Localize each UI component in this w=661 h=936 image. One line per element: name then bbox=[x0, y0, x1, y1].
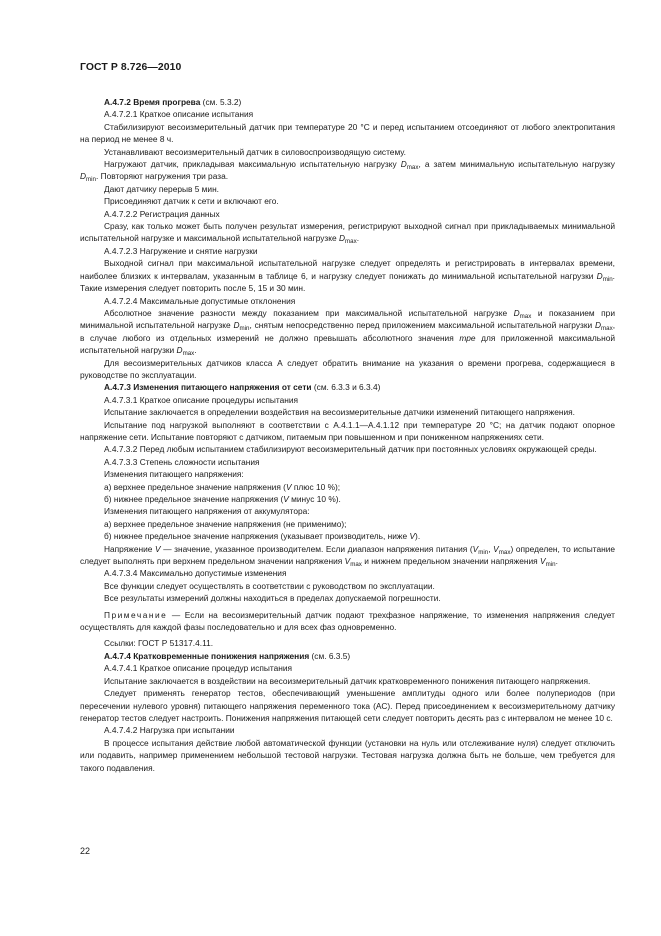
note: Примечание — Если на весоизмерительный датчик подают трехфазное напряжение, то изменения напряжения следует осуществлять для каждой фазы последовательно и для всех фаз одновременно. bbox=[80, 609, 615, 633]
section-title: А.4.7.4 Кратковременные понижения напряжения bbox=[104, 650, 310, 661]
references: Ссылки: ГОСТ Р 51317.4.11. bbox=[104, 638, 214, 649]
subsection-heading: А.4.7.3.4 Максимально допустимые изменения bbox=[104, 568, 287, 579]
subsection-heading: А.4.7.4.2 Нагрузка при испытании bbox=[104, 725, 235, 736]
section-ref: (см. 5.3.2) bbox=[200, 97, 242, 107]
paragraph: Присоединяют датчик к сети и включают его. bbox=[104, 196, 279, 207]
section-heading bbox=[80, 381, 615, 393]
subsection-heading: А.4.7.2.3 Нагружение и снятие нагрузки bbox=[104, 245, 258, 256]
paragraph: Сразу, как только может быть получен результат измерения, регистрируют выходной сигнал при прикладываемых минимальной испытательной нагрузке и максимальной испытательной нагрузке $D_{max}$. bbox=[80, 221, 615, 246]
section-title: А.4.7.2 Время прогрева bbox=[104, 97, 201, 107]
paragraph: Устанавливают весоизмерительный датчик в силовоспроизводящую систему. bbox=[104, 146, 406, 157]
paragraph: Следует применять генератор тестов, обеспечивающий уменьшение амплитуды одного или более полупериодов (при пересечении нулевого уровня) питающего напряжения переменного тока (АС). Перед присоединением к весоизмерительному датчику генератор тестов следует настроить. Понижения напряжения питающей сети следует повторить десять раз с интервалом не менее 10 с. bbox=[80, 688, 615, 723]
paragraph: Стабилизируют весоизмерительный датчик при температуре 20 °С и перед испытанием отсоединяют от любого электропитания на период не менее 8 ч. bbox=[80, 121, 615, 145]
list-item: а) верхнее предельное значение напряжения (не применимо); bbox=[104, 518, 347, 529]
paragraph: Абсолютное значение разности между показанием при максимальной испытательной нагрузке $D_{max}$ и показанием при минимальной испытательной нагрузке $D_{min}$, снятым непосредственно перед приложением максимальной испытательной нагрузки $D_{max}$, в случае любого из отдельных измерений не должно превышать абсолютного значения mpe для приложенной максимальной испытательной нагрузки $D_{max}$. bbox=[80, 307, 616, 358]
paragraph: Дают датчику перерыв 5 мин. bbox=[104, 183, 220, 194]
list-item: б) нижнее предельное значение напряжения (V минус 10 %). bbox=[104, 494, 341, 504]
subsection-heading: А.4.7.2.4 Максимальные допустимые отклонения bbox=[104, 295, 296, 306]
list-item: а) верхнее предельное значение напряжения (V плюс 10 %); bbox=[104, 481, 341, 492]
paragraph: Выходной сигнал при максимальной испытательной нагрузке следует определять и регистрировать в интервалах времени, наиболее близких к интервалам, указанным в таблице 6, и нагрузку следует понижать до минимальной испытательной нагрузки $D_{min}$. Такие измерения следует повторить после 5, 15 и 30 мин. bbox=[80, 258, 615, 294]
paragraph: Испытание заключается в определении воздействия на весоизмерительные датчики изменений питающего напряжения. bbox=[104, 407, 575, 418]
paragraph: Испытание под нагрузкой выполняют в соответствии с А.4.1.1—А.4.1.12 при температуре 20 °С; на датчик подают опорное напряжение сети. Испытание повторяют с датчиком, питаемым при повышенном и при пониженном напряжениях сети. bbox=[80, 419, 615, 442]
paragraph: В процессе испытания действие любой автоматической функции (установки на нуль или отслеживание нуля) следует отключить или подавить, например применением небольшой тестовой нагрузки. Тестовая нагрузка должна быть не больше, чем требуется для такого подавления. bbox=[80, 737, 615, 773]
section-title: А.4.7.3 Изменения питающего напряжения от сети bbox=[104, 382, 312, 393]
subsection-heading: А.4.7.4.1 Краткое описание процедур испытания bbox=[104, 663, 293, 674]
section-heading bbox=[80, 96, 615, 108]
list-item: б) нижнее предельное значение напряжения (указывает производитель, ниже V). bbox=[104, 531, 421, 542]
section-heading bbox=[80, 650, 615, 662]
page-number: 22 bbox=[80, 846, 91, 856]
section-ref: (см. 6.3.3 и 6.3.4) bbox=[311, 382, 381, 393]
document-header: ГОСТ Р 8.726—2010 bbox=[80, 62, 182, 73]
paragraph: Изменения питающего напряжения от аккумулятора: bbox=[104, 506, 310, 517]
paragraph: Напряжение V — значение, указанное производителем. Если диапазон напряжения питания ($V_{min}$, $V_{max}$) определен, то испытание следует выполнять при верхнем предельном значении напряжения $V_{max}$ и нижнем предельном значении напряжения $V_{min}$. bbox=[80, 543, 615, 569]
section-ref: (см. 6.3.5) bbox=[309, 650, 351, 661]
paragraph: Все результаты измерений должны находиться в пределах допускаемой погрешности. bbox=[104, 593, 441, 604]
subsection-heading: А.4.7.2.2 Регистрация данных bbox=[104, 208, 220, 219]
subsection-heading: А.4.7.2.1 Краткое описание испытания bbox=[104, 109, 254, 120]
paragraph: Нагружают датчик, прикладывая максимальную испытательную нагрузку $D_{max}$, а затем минимальную испытательную нагрузку $D_{min}$. Повторяют нагружения три раза. bbox=[80, 159, 615, 184]
paragraph: А.4.7.3.2 Перед любым испытанием стабилизируют весоизмерительный датчик при постоянных условиях окружающей среды. bbox=[104, 444, 597, 455]
paragraph: Испытание заключается в воздействии на весоизмерительный датчик кратковременного понижения питающего напряжения. bbox=[104, 675, 591, 686]
paragraph: Изменения питающего напряжения: bbox=[104, 469, 244, 480]
subsection-heading: А.4.7.3.3 Степень сложности испытания bbox=[104, 456, 260, 467]
document-body bbox=[80, 96, 615, 774]
paragraph: Для весоизмерительных датчиков класса А следует обратить внимание на указания о времени прогрева, содержащиеся в руководстве по эксплуатации. bbox=[80, 357, 615, 380]
paragraph: Все функции следует осуществлять в соответствии с руководством по эксплуатации. bbox=[104, 580, 435, 591]
subsection-heading: А.4.7.3.1 Краткое описание процедуры испытания bbox=[104, 394, 299, 405]
note-label: Примечание bbox=[104, 609, 168, 620]
